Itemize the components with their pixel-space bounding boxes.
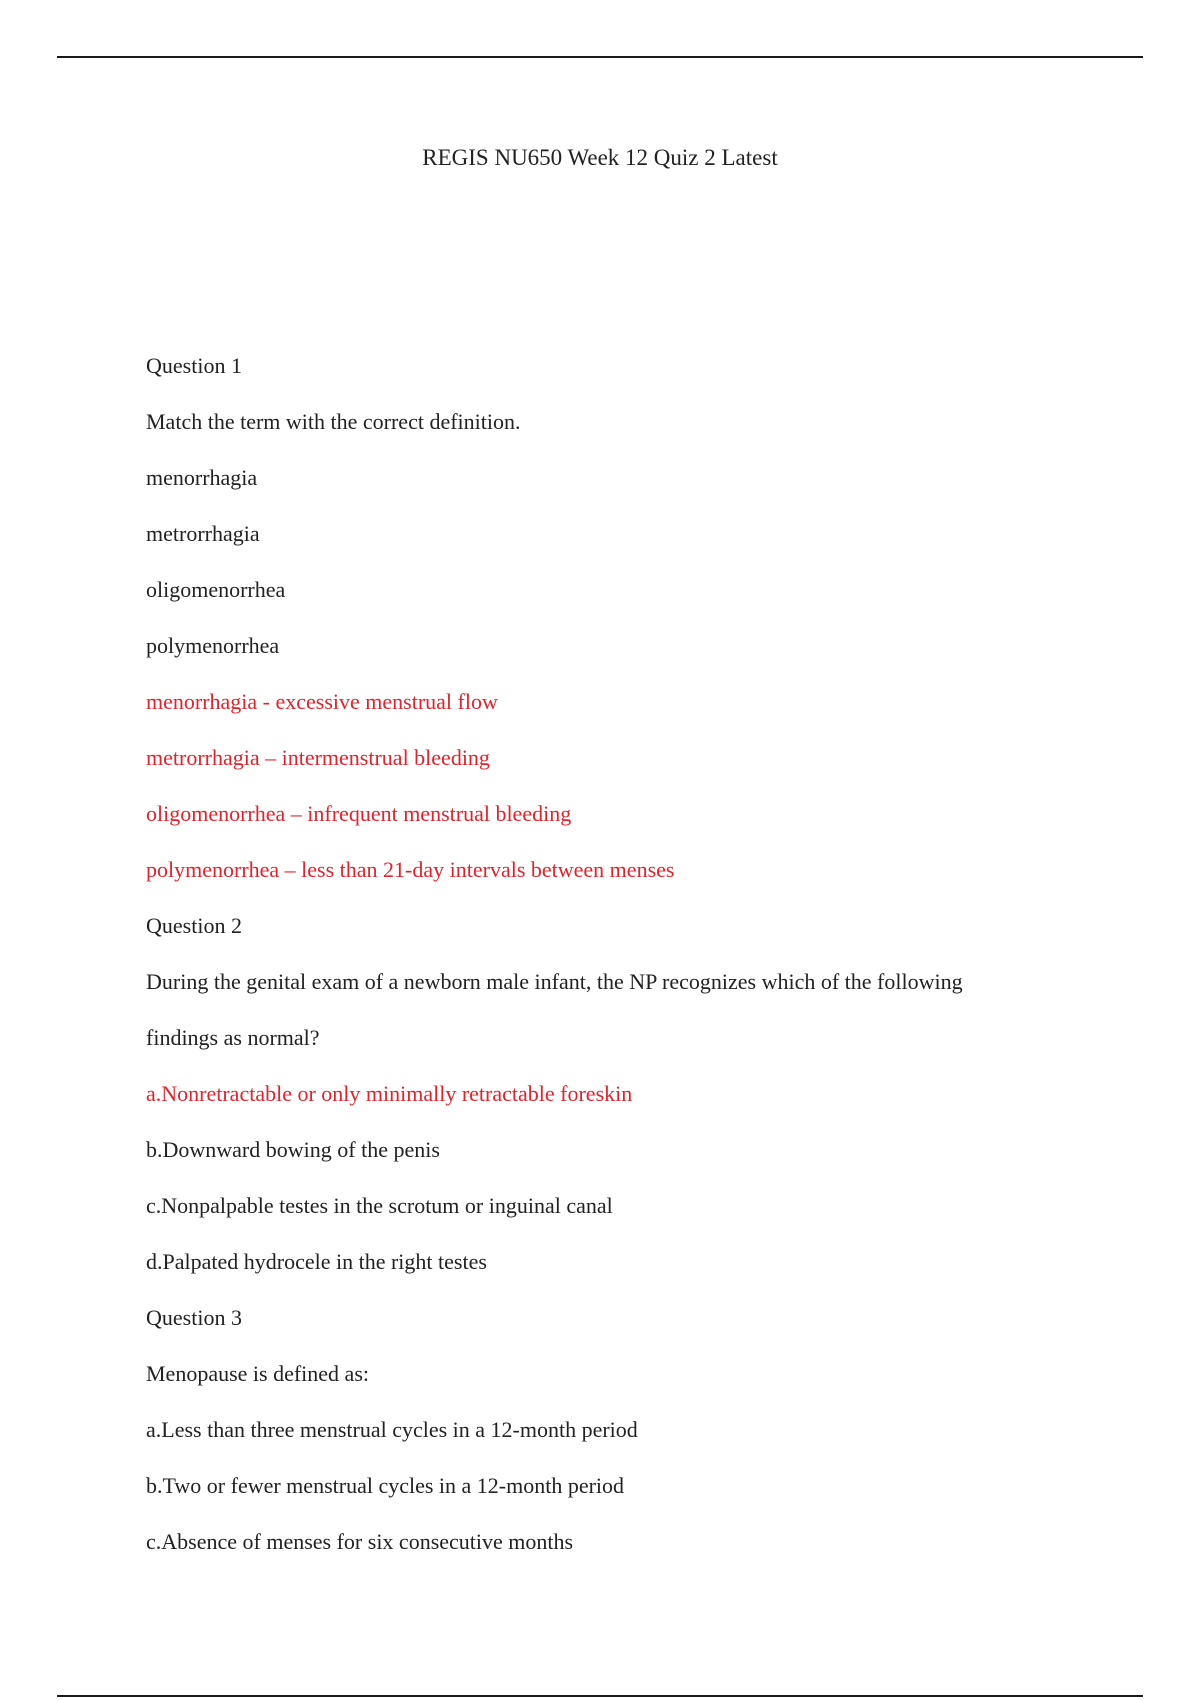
question-prompt: Match the term with the correct definition.: [146, 409, 521, 434]
answer-option: d.Palpated hydrocele in the right testes: [146, 1249, 487, 1274]
question-prompt: During the genital exam of a newborn male infant, the NP recognizes which of the following: [146, 969, 963, 994]
term-item: metrorrhagia: [146, 521, 260, 546]
answer-definition: menorrhagia - excessive menstrual flow: [146, 689, 498, 714]
answer-option: a.Nonretractable or only minimally retractable foreskin: [146, 1081, 633, 1106]
term-item: oligomenorrhea: [146, 577, 286, 602]
answer-option: b.Two or fewer menstrual cycles in a 12-month period: [146, 1473, 625, 1498]
question-prompt-continued: findings as normal?: [146, 1025, 320, 1050]
question-heading: Question 2: [146, 913, 242, 938]
answer-option: b.Downward bowing of the penis: [146, 1137, 440, 1162]
answer-definition: polymenorrhea – less than 21-day intervals between menses: [146, 857, 675, 882]
document-title: REGIS NU650 Week 12 Quiz 2 Latest: [422, 145, 778, 170]
question-heading: Question 3: [146, 1305, 242, 1330]
bottom-rule: [57, 1695, 1143, 1697]
answer-option: c.Absence of menses for six consecutive months: [146, 1529, 574, 1554]
term-item: polymenorrhea: [146, 633, 280, 658]
answer-option: a.Less than three menstrual cycles in a 12-month period: [146, 1417, 638, 1442]
term-item: menorrhagia: [146, 465, 258, 490]
question-heading: Question 1: [146, 353, 242, 378]
answer-definition: metrorrhagia – intermenstrual bleeding: [146, 745, 490, 770]
answer-option: c.Nonpalpable testes in the scrotum or inguinal canal: [146, 1193, 613, 1218]
question-prompt: Menopause is defined as:: [146, 1361, 369, 1386]
top-rule: [57, 56, 1143, 58]
quiz-content: [146, 338, 1106, 1570]
answer-definition: oligomenorrhea – infrequent menstrual bleeding: [146, 801, 572, 826]
